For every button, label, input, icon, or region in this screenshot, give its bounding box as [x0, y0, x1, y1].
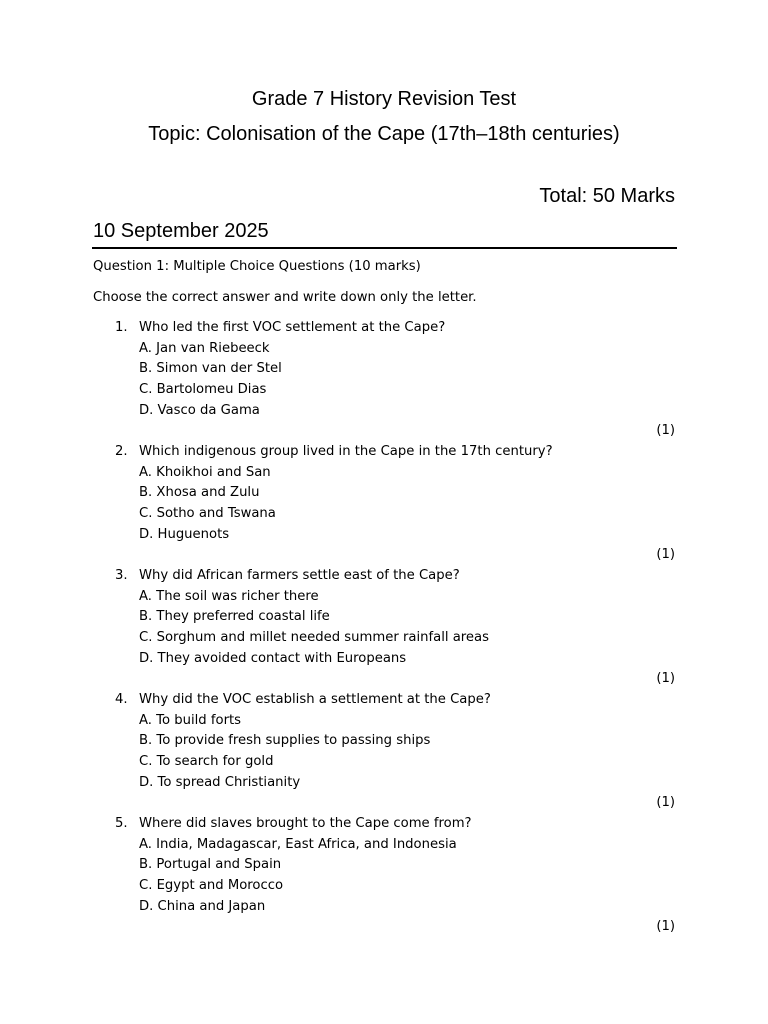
option-c: C. Sotho and Tswana — [139, 506, 276, 522]
topic-title: Topic: Colonisation of the Cape (17th–18th centuries) — [148, 123, 620, 145]
option-a: A. To build forts — [139, 712, 242, 728]
option-d: D. Vasco da Gama — [139, 402, 260, 418]
option-d: D. Huguenots — [139, 526, 230, 542]
option-b: B. Simon van der Stel — [139, 361, 282, 377]
total-marks: Total: 50 Marks — [539, 185, 675, 207]
question-marks: (1) — [656, 547, 675, 563]
question-5 — [0, 814, 768, 938]
option-a: A. The soil was richer there — [139, 588, 319, 604]
question-2 — [0, 442, 768, 566]
question-number: 1. — [115, 320, 128, 335]
section-heading: Question 1: Multiple Choice Questions (10 marks) — [93, 259, 421, 274]
option-b: B. Xhosa and Zulu — [139, 485, 260, 501]
option-a: A. India, Madagascar, East Africa, and Indonesia — [139, 836, 457, 852]
option-b: B. Portugal and Spain — [139, 857, 282, 873]
question-marks: (1) — [656, 423, 675, 439]
option-c: C. Egypt and Morocco — [139, 878, 284, 894]
question-text: Why did African farmers settle east of the Cape? — [139, 568, 460, 583]
question-number: 4. — [115, 692, 128, 707]
header-divider — [92, 247, 677, 249]
question-number: 3. — [115, 568, 128, 583]
page-title: Grade 7 History Revision Test — [251, 88, 517, 110]
question-number: 2. — [115, 444, 128, 459]
question-3 — [0, 566, 768, 690]
section-instruction: Choose the correct answer and write down only the letter. — [93, 290, 477, 305]
question-text: Where did slaves brought to the Cape come from? — [139, 816, 472, 831]
question-number: 5. — [115, 816, 128, 831]
question-text: Which indigenous group lived in the Cape in the 17th century? — [139, 444, 553, 459]
option-c: C. To search for gold — [139, 754, 274, 770]
question-text: Who led the first VOC settlement at the Cape? — [139, 320, 446, 335]
option-c: C. Bartolomeu Dias — [139, 382, 267, 398]
test-date: 10 September 2025 — [93, 220, 269, 242]
question-text: Why did the VOC establish a settlement at the Cape? — [139, 692, 491, 707]
question-4 — [0, 690, 768, 814]
option-b: B. To provide fresh supplies to passing ships — [139, 733, 431, 749]
question-marks: (1) — [656, 919, 675, 935]
question-marks: (1) — [656, 795, 675, 811]
option-b: B. They preferred coastal life — [139, 609, 330, 625]
option-a: A. Khoikhoi and San — [139, 464, 271, 480]
option-a: A. Jan van Riebeeck — [139, 340, 270, 356]
option-c: C. Sorghum and millet needed summer rainfall areas — [139, 630, 489, 646]
option-d: D. To spread Christianity — [139, 774, 301, 790]
option-d: D. They avoided contact with Europeans — [139, 650, 407, 666]
question-1 — [0, 318, 768, 442]
option-d: D. China and Japan — [139, 898, 266, 914]
question-marks: (1) — [656, 671, 675, 687]
